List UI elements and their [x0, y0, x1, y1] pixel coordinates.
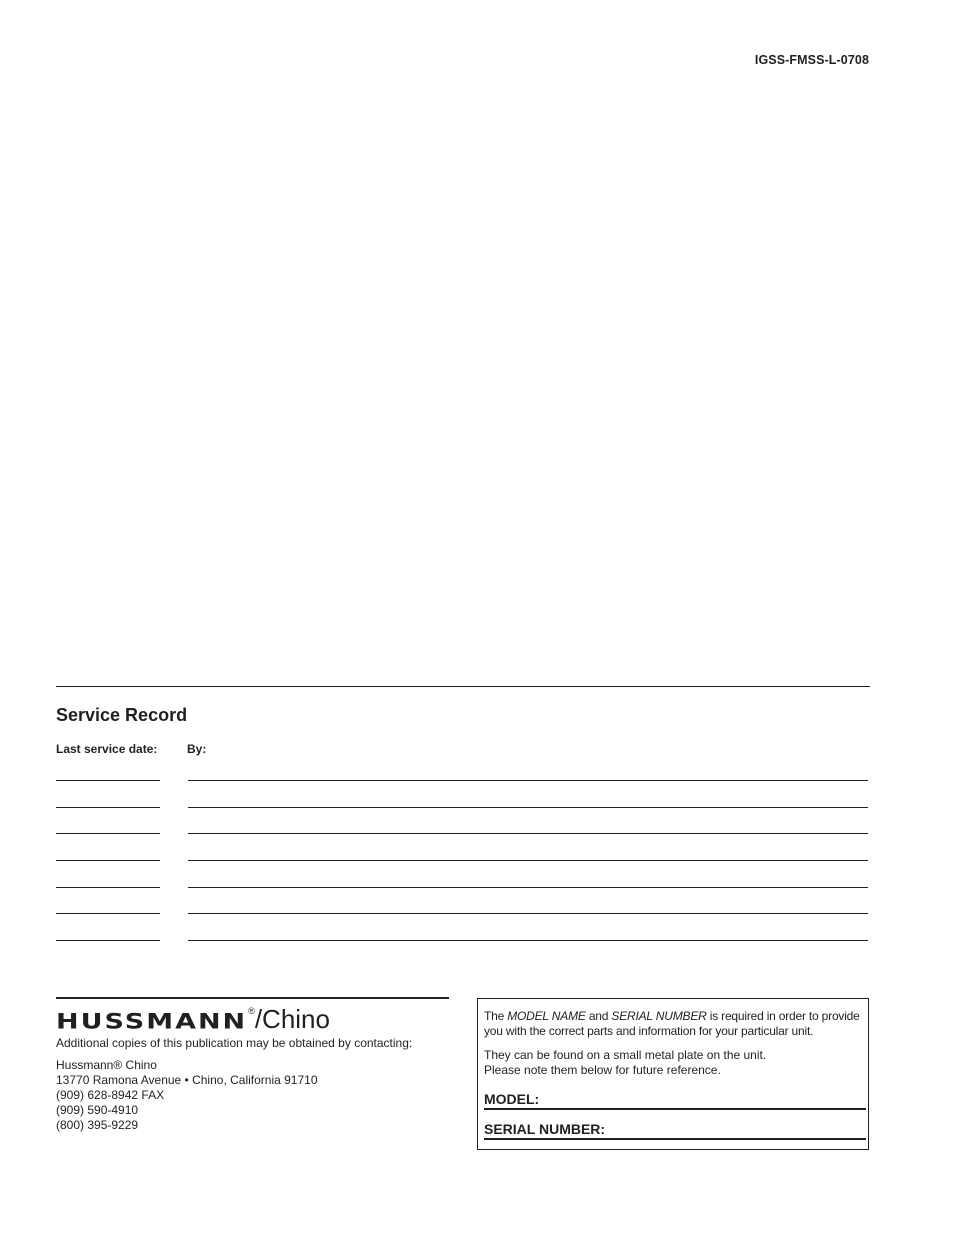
service-date-blank[interactable] — [56, 940, 160, 941]
serviced-by-blank[interactable] — [188, 913, 868, 914]
service-date-blank[interactable] — [56, 833, 160, 834]
serviced-by-label: By: — [187, 742, 207, 756]
info-paragraph — [484, 1009, 868, 1039]
service-record-row — [0, 940, 954, 967]
serviced-by-blank[interactable] — [188, 940, 868, 941]
serviced-by-blank[interactable] — [188, 833, 868, 834]
service-record-row — [0, 913, 954, 940]
last-service-date-label: Last service date: — [56, 742, 158, 756]
street-address: 13770 Ramona Avenue • Chino, California 91710 — [56, 1073, 318, 1087]
model-serial-box — [477, 998, 869, 1150]
model-name-term: MODEL NAME — [507, 1009, 586, 1023]
phone-number: (909) 590-4910 — [56, 1103, 139, 1117]
service-record-row — [0, 833, 954, 860]
serviced-by-blank[interactable] — [188, 780, 868, 781]
service-record-row — [0, 807, 954, 834]
contact-address — [56, 1058, 318, 1133]
company-name: Hussmann® Chino — [56, 1058, 157, 1072]
model-field[interactable]: MODEL: — [484, 1091, 866, 1110]
brand-location: /Chino — [254, 1004, 330, 1034]
info-text: is required in order to provide you with the correct parts and information for your particular unit. — [484, 1009, 860, 1038]
info-line: Please note them below for future reference. — [484, 1063, 721, 1077]
info-text: and — [585, 1009, 612, 1023]
serial-number-field[interactable]: SERIAL NUMBER: — [484, 1121, 866, 1140]
serviced-by-blank[interactable] — [188, 860, 868, 861]
phone-number: (800) 395-9229 — [56, 1118, 139, 1132]
fax-number: (909) 628-8942 FAX — [56, 1088, 165, 1102]
serviced-by-blank[interactable] — [188, 807, 868, 808]
document-code: IGSS-FMSS-L-0708 — [754, 53, 869, 67]
brand-logo — [56, 1004, 330, 1034]
info-line: They can be found on a small metal plate on the unit. — [484, 1048, 767, 1062]
service-date-blank[interactable] — [56, 780, 160, 781]
service-record-title: Service Record — [56, 705, 188, 725]
service-date-blank[interactable] — [56, 807, 160, 808]
service-date-blank[interactable] — [56, 887, 160, 888]
service-record-rows — [0, 780, 954, 967]
copies-notice: Additional copies of this publication may be obtained by contacting: — [56, 1036, 413, 1050]
service-record-row — [0, 780, 954, 807]
service-date-blank[interactable] — [56, 860, 160, 861]
service-date-blank[interactable] — [56, 913, 160, 914]
section-divider — [56, 686, 870, 687]
info-text: The — [484, 1009, 508, 1023]
serial-number-term: SERIAL NUMBER — [611, 1009, 707, 1023]
service-record-row — [0, 887, 954, 914]
registered-mark: ® — [248, 1006, 255, 1016]
service-record-row — [0, 860, 954, 887]
hussmann-wordmark: HUSSMANN — [56, 1009, 248, 1034]
serviced-by-blank[interactable] — [188, 887, 868, 888]
brand-divider — [56, 997, 449, 999]
info-paragraph — [484, 1048, 868, 1078]
